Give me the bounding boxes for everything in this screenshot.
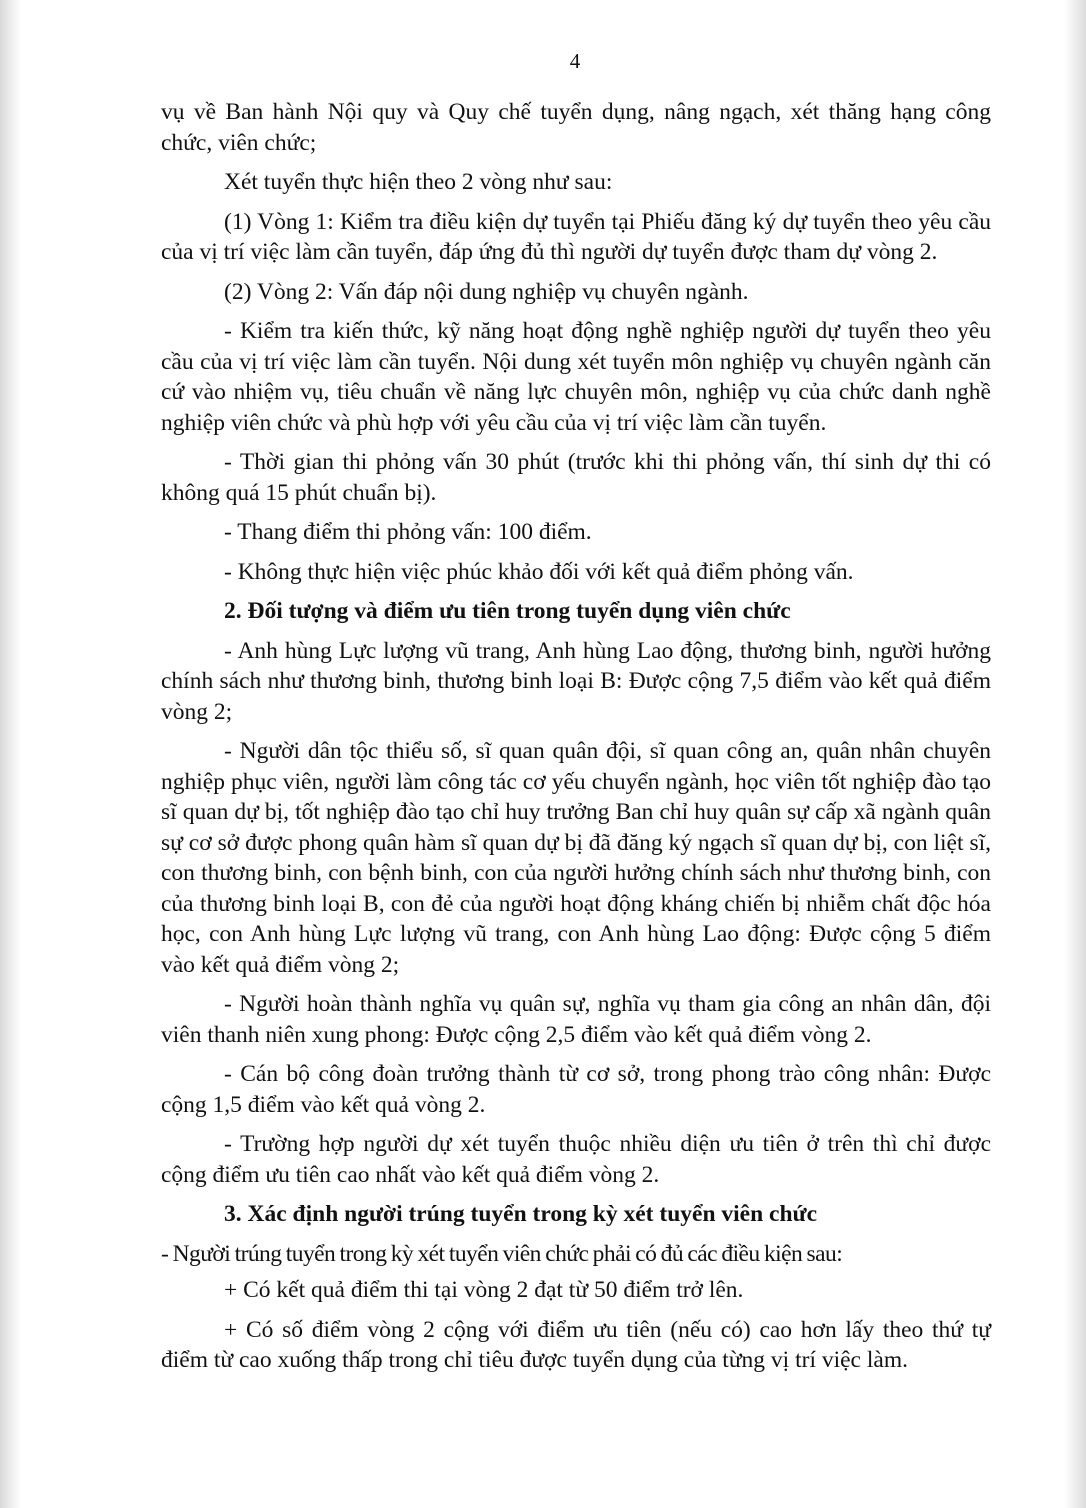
paragraph-round-1: (1) Vòng 1: Kiểm tra điều kiện dự tuyển tại Phiếu đăng ký dự tuyển theo yêu cầu của vị trí việc làm cần tuyển, đáp ứng đủ thì người dự tuyển được tham dự vòng 2. [161,208,991,265]
paragraph-no-review: - Không thực hiện việc phúc khảo đối với kết quả điểm phỏng vấn. [224,558,854,585]
page-number: 4 [569,49,581,73]
paragraph-interview-time: - Thời gian thi phỏng vấn 30 phút (trước khi thi phỏng vấn, thí sinh dự thi có không quá 15 phút chuẩn bị). [161,449,991,506]
paragraph-rounds-intro: Xét tuyển thực hiện theo 2 vòng như sau: [224,169,613,195]
paragraph-priority-heroes: - Anh hùng Lực lượng vũ trang, Anh hùng Lao động, thương binh, người hưởng chính sách như thương binh, thương binh loại B: Được cộng 7,5 điểm vào kết quả điểm vòng 2; [161,637,991,725]
paragraph-round-2: (2) Vòng 2: Vấn đáp nội dung nghiệp vụ chuyên ngành. [224,278,749,305]
paragraph-score-scale: - Thang điểm thi phỏng vấn: 100 điểm. [224,519,592,545]
paragraph-intro-continuation: vụ về Ban hành Nội quy và Quy chế tuyển dụng, nâng ngạch, xét thăng hạng công chức, viên chức; [161,99,991,156]
section-heading-priority: 2. Đối tượng và điểm ưu tiên trong tuyển dụng viên chức [224,598,791,624]
paragraph-priority-union: - Cán bộ công đoàn trưởng thành từ cơ sở, trong phong trào công nhân: Được cộng 1,5 điểm vào kết quả vòng 2. [161,1061,991,1118]
paragraph-winner-conditions: - Người trúng tuyển trong kỳ xét tuyển viên chức phải có đủ các điều kiện sau: [161,1240,843,1267]
paragraph-priority-ethnic-officers: - Người dân tộc thiểu số, sĩ quan quân đội, sĩ quan công an, quân nhân chuyên nghiệp phục viên, người làm công tác cơ yếu chuyển ngành, học viên tốt nghiệp đào tạo sĩ quan dự bị, tốt nghiệp đào tạo chỉ huy trưởng Ban chỉ huy quân sự cấp xã ngành quân sự cơ sở được phong quân hàm sĩ quan dự bị đã đăng ký ngạch sĩ quan dự bị, con liệt sĩ, con thương binh, con bệnh binh, con của người hưởng chính sách như thương binh, con của thương binh loại B, con đẻ của người hoạt động kháng chiến bị nhiễm chất độc hóa học, con Anh hùng Lực lượng vũ trang, con Anh hùng Lao động: Được cộng 5 điểm vào kết quả điểm vòng 2; [161,738,991,978]
paragraph-knowledge-check: - Kiểm tra kiến thức, kỹ năng hoạt động nghề nghiệp người dự tuyển theo yêu cầu của vị trí việc làm cần tuyển. Nội dung xét tuyển môn nghiệp vụ chuyên ngành căn cứ vào nhiệm vụ, tiêu chuẩn về năng lực chuyên môn, nghiệp vụ của chức danh nghề nghiệp viên chức và phù hợp với yêu cầu của vị trí việc làm cần tuyển. [161,318,991,436]
document-body [161,97,991,1385]
paragraph-winner-ranking: + Có số điểm vòng 2 cộng với điểm ưu tiên (nếu có) cao hơn lấy theo thứ tự điểm từ cao xuống thấp trong chỉ tiêu được tuyển dụng của từng vị trí việc làm. [161,1316,991,1373]
paragraph-priority-multiple: - Trường hợp người dự xét tuyển thuộc nhiều diện ưu tiên ở trên thì chỉ được cộng điểm ưu tiên cao nhất vào kết quả điểm vòng 2. [161,1131,991,1188]
paragraph-winner-score: + Có kết quả điểm thi tại vòng 2 đạt từ 50 điểm trở lên. [224,1277,744,1303]
section-heading-winners: 3. Xác định người trúng tuyển trong kỳ xét tuyển viên chức [224,1201,818,1227]
paragraph-priority-military-service: - Người hoàn thành nghĩa vụ quân sự, nghĩa vụ tham gia công an nhân dân, đội viên thanh niên xung phong: Được cộng 2,5 điểm vào kết quả điểm vòng 2. [161,991,991,1048]
